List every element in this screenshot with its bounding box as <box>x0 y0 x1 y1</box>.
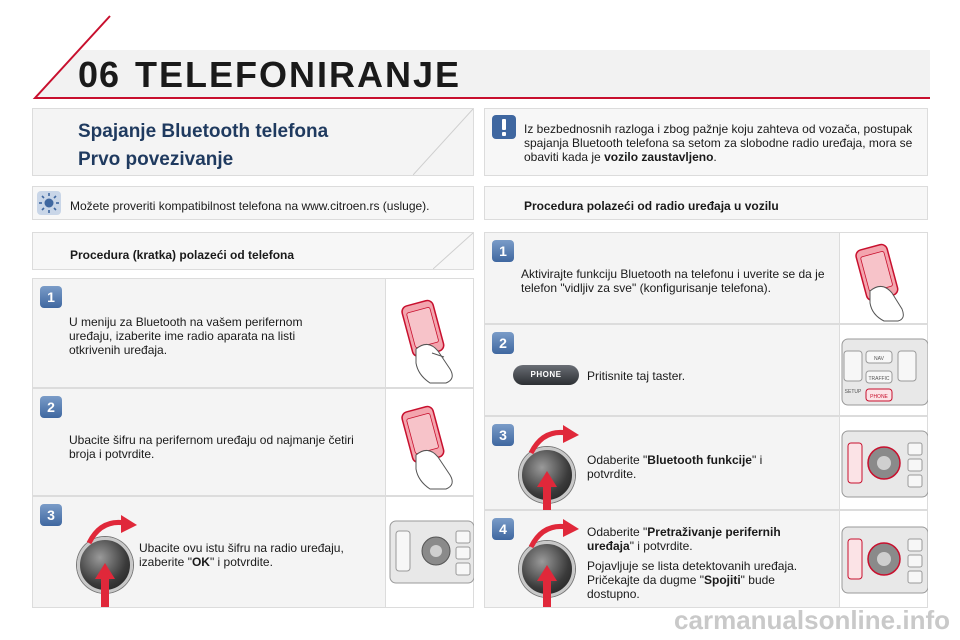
left-step-1-thumb <box>385 279 473 387</box>
warning-text-bold: vozilo zaustavljeno <box>604 150 714 164</box>
right-step-2 <box>484 324 928 416</box>
right-step-1-text: Aktivirajte funkciju Bluetooth na telefonu i uverite se da je telefon "vidljiv za sve" (konfigurisanje telefona). <box>521 267 825 295</box>
right-step-3-thumb <box>839 417 927 509</box>
phone-button-icon: PHONE <box>513 365 579 385</box>
left-step-3-text-a: Ubacite ovu istu šifru na radio uređaju, izaberite " <box>139 541 344 569</box>
right-step-3-text-b: " i potvrdite. <box>587 453 763 481</box>
left-step-1 <box>32 278 474 388</box>
search-devices-label: Pretraživanje perifernih uređaja <box>587 525 781 553</box>
right-step-3 <box>484 416 928 510</box>
panel-corner-decor <box>433 233 473 269</box>
radio-console-icon <box>840 511 928 607</box>
right-step-4-thumb <box>839 511 927 607</box>
left-step-2-thumb <box>385 389 473 495</box>
left-step-3-text <box>139 541 379 569</box>
right-step-4-text <box>587 525 813 601</box>
panel-corner-decor <box>413 109 473 175</box>
bluetooth-functions-label: Bluetooth funkcije <box>647 453 752 467</box>
right-step-4-text-a: Odaberite " <box>587 525 648 539</box>
chapter-number: 06 <box>78 54 121 95</box>
console-nav-label: NAV <box>874 356 884 362</box>
radio-console-icon <box>840 325 928 415</box>
chapter-title: TELEFONIRANJE <box>135 54 462 95</box>
console-setup-label: SETUP <box>844 389 862 395</box>
right-step-4 <box>484 510 928 608</box>
left-step-2 <box>32 388 474 496</box>
tip-text: Možete proveriti kompatibilnost telefona na www.citroen.rs (usluge). <box>70 199 430 213</box>
right-step-2-text: Pritisnite taj taster. <box>587 369 686 383</box>
console-traffic-label: TRAFFIC <box>868 376 890 382</box>
right-step-1 <box>484 232 928 324</box>
step-number-badge: 3 <box>492 424 514 446</box>
console-phone-label: PHONE <box>870 394 888 400</box>
right-step-4-text-b: " i potvrdite. <box>629 539 693 553</box>
left-step-3-thumb <box>385 497 473 607</box>
section-title <box>78 118 328 174</box>
right-step-2-thumb <box>839 325 927 415</box>
radio-console-icon <box>840 417 928 509</box>
warning-text-end: . <box>713 150 717 164</box>
left-step-3 <box>32 496 474 608</box>
left-procedure-title: Procedura (kratka) polazeći od telefona <box>70 248 295 262</box>
push-arrow-icon <box>93 563 117 607</box>
step-number-badge: 1 <box>40 286 62 308</box>
warning-text-main: Iz bezbednosnih razloga i zbog pažnje koju zahteva od vozača, postupak spajanja Bluetooth telefona sa setom za slobodne radio uređaja, mora se obaviti kada je <box>524 122 913 164</box>
ok-label: OK <box>191 555 210 569</box>
radio-console-icon <box>386 497 474 607</box>
rotate-arrow-icon <box>523 423 583 457</box>
push-arrow-icon <box>535 565 559 607</box>
warning-text <box>524 122 916 164</box>
right-step-4-text2-a: Pojavljuje se lista detektovanih uređaja. Pričekajte da dugme " <box>587 559 798 587</box>
rotate-arrow-icon <box>523 517 583 551</box>
section-title-line1: Spajanje Bluetooth telefona <box>78 121 329 142</box>
connect-label: Spojiti <box>704 573 741 587</box>
right-step-3-text-a: Odaberite " <box>587 453 648 467</box>
rotate-arrow-icon <box>81 513 141 547</box>
right-step-4-line1 <box>587 525 813 553</box>
phone-hand-icon <box>840 233 928 323</box>
step-number-badge: 3 <box>40 504 62 526</box>
watermark: carmanualsonline.info <box>674 605 950 635</box>
warning-icon <box>491 114 517 140</box>
push-arrow-icon <box>535 471 559 511</box>
step-number-badge: 4 <box>492 518 514 540</box>
step-number-badge: 2 <box>492 332 514 354</box>
left-step-2-text: Ubacite šifru na perifernom uređaju od najmanje četiri broja i potvrdite. <box>69 433 354 461</box>
right-step-1-thumb <box>839 233 927 323</box>
step-number-badge: 1 <box>492 240 514 262</box>
sun-tip-icon <box>37 191 61 215</box>
right-step-4-line2 <box>587 559 813 601</box>
left-step-1-text: U meniju za Bluetooth na vašem perifernom uređaju, izaberite ime radio aparata na listi otkrivenih uređaja. <box>69 315 303 357</box>
section-title-line2: Prvo povezivanje <box>78 149 234 170</box>
phone-hand-icon <box>386 389 474 495</box>
left-step-3-text-b: " i potvrdite. <box>209 555 273 569</box>
phone-hand-icon <box>386 279 474 387</box>
right-step-3-text <box>587 453 807 481</box>
step-number-badge: 2 <box>40 396 62 418</box>
right-step-4-text2-b: " bude dostupno. <box>587 573 775 601</box>
right-procedure-title: Procedura polazeći od radio uređaja u vozilu <box>524 199 779 213</box>
